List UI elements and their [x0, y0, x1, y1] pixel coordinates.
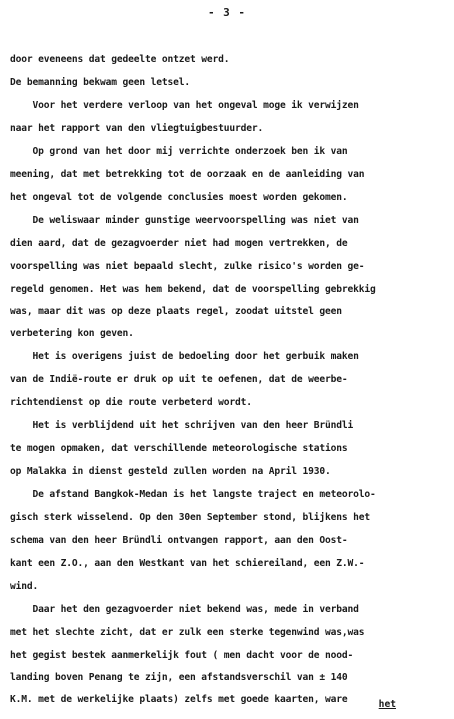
text-line: regeld genomen. Het was hem bekend, dat de voorspelling gebrekkig: [10, 284, 376, 295]
text-line: Het is verblijdend uit het schrijven van den heer Bründli: [10, 420, 354, 431]
text-line: De weliswaar minder gunstige weervoorspelling was niet van: [10, 215, 359, 226]
text-line: schema van den heer Bründli ontvangen rapport, aan den Oost-: [10, 535, 348, 546]
page-number: - 3 -: [207, 6, 247, 19]
text-line: met het slechte zicht, dat er zulk een sterke tegenwind was,was: [10, 627, 365, 638]
text-line: gisch sterk wisselend. Op den 30en September stond, blijkens het: [10, 512, 371, 523]
text-line: verbetering kon geven.: [10, 328, 134, 339]
text-line: landing boven Penang te zijn, een afstandsverschil van ± 140: [10, 672, 348, 683]
text-line: naar het rapport van den vliegtuigbestuurder.: [10, 123, 264, 134]
text-line: van de Indië-route er druk op uit te oefenen, dat de weerbe-: [10, 374, 348, 385]
text-line: Daar het den gezagvoerder niet bekend was, mede in verband: [10, 604, 359, 615]
text-line: kant een Z.O., aan den Westkant van het schiereiland, een Z.W.-: [10, 558, 365, 569]
text-line: was, maar dit was op deze plaats regel, zoodat uitstel geen: [10, 306, 342, 317]
text-line: het gegist bestek aanmerkelijk fout ( men dacht voor de nood-: [10, 650, 354, 661]
text-line: dien aard, dat de gezagvoerder niet had mogen vertrekken, de: [10, 238, 348, 249]
text-line: wind.: [10, 581, 39, 592]
text-line: meening, dat met betrekking tot de oorzaak en de aanleiding van: [10, 169, 365, 180]
text-line: Op grond van het door mij verrichte onderzoek ben ik van: [10, 146, 348, 157]
text-line: De bemanning bekwam geen letsel.: [10, 77, 191, 88]
text-line: K.M. met de werkelijke plaats) zelfs met goede kaarten, ware: [10, 694, 348, 705]
text-line: te mogen opmaken, dat verschillende meteorologische stations: [10, 443, 348, 454]
text-line: De afstand Bangkok-Medan is het langste traject en meteorolo-: [10, 489, 376, 500]
text-line: door eveneens dat gedeelte ontzet werd.: [10, 54, 230, 65]
text-line: richtendienst op die route verbeterd wordt.: [10, 397, 252, 408]
text-line: het ongeval tot de volgende conclusies moest worden gekomen.: [10, 192, 348, 203]
text-line: Het is overigens juist de bedoeling door het gerbuik maken: [10, 351, 359, 362]
catchword: het: [378, 699, 396, 710]
text-line: Voor het verdere verloop van het ongeval moge ik verwijzen: [10, 100, 359, 111]
text-line: voorspelling was niet bepaald slecht, zulke risico's worden ge-: [10, 261, 365, 272]
text-line: op Malakka in dienst gesteld zullen worden na April 1930.: [10, 466, 331, 477]
